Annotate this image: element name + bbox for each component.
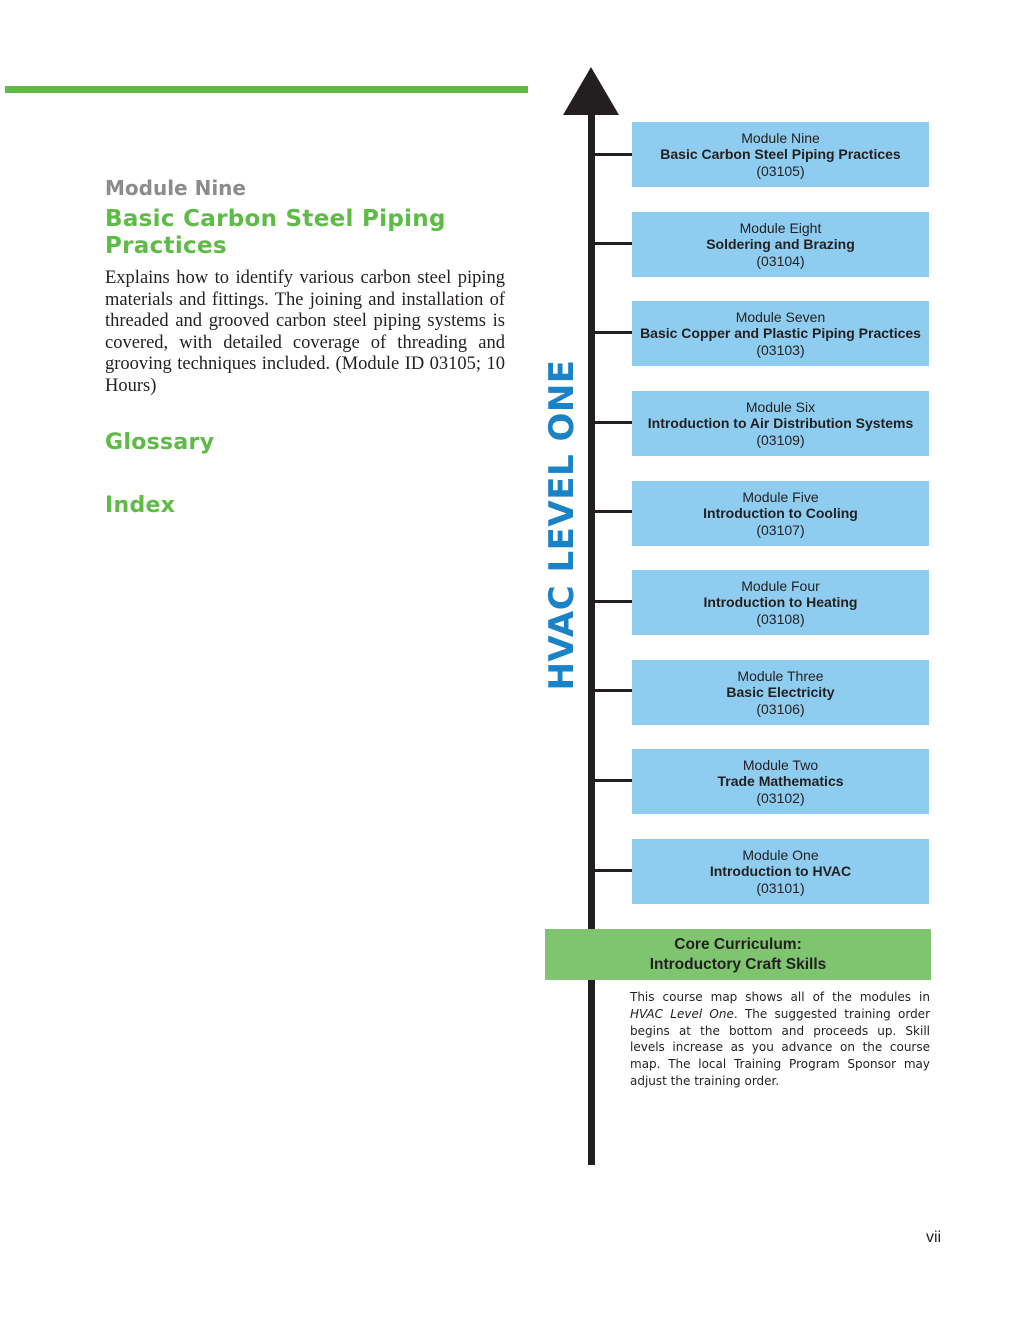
module-title: Basic Carbon Steel Piping Practices [105,206,446,259]
module-box-label: Module Four [741,577,820,594]
module-tick [595,331,632,334]
module-box-name: Basic Copper and Plastic Piping Practices [640,325,921,342]
index-heading: Index [105,493,176,518]
module-box-label: Module Nine [741,129,820,146]
module-box-label: Module Six [745,398,816,415]
module-tick [595,510,632,513]
module-tick [595,421,632,424]
core-curriculum-box [545,929,931,980]
module-box-label: Module Five [742,488,819,505]
top-rule [5,86,528,93]
module-tick [595,869,632,872]
course-map-axis [588,110,595,1165]
module-tick [595,242,632,245]
module-box-name: Trade Mathematics [717,773,844,790]
module-box-label: Module Two [742,756,819,773]
module-box-seven [632,301,929,366]
module-tick [595,153,632,156]
module-box-name: Soldering and Brazing [706,236,855,253]
core-curriculum-line1: Core Curriculum: [674,935,802,953]
module-box-four [632,570,929,635]
module-box-nine [632,122,929,187]
arrow-up-icon [563,67,619,115]
module-box-code: (03106) [756,700,805,717]
course-note-italic: HVAC Level One [630,1006,734,1021]
module-box-label: Module One [742,846,819,863]
module-box-label: Module Three [737,667,824,684]
module-box-name: Introduction to Cooling [703,505,858,522]
module-box-code: (03108) [756,610,805,627]
module-box-code: (03107) [756,521,805,538]
module-label: Module Nine [105,176,246,200]
module-box-code: (03104) [756,252,805,269]
module-box-name: Basic Carbon Steel Piping Practices [660,146,901,163]
module-box-code: (03102) [756,789,805,806]
module-box-one [632,839,929,904]
module-box-code: (03103) [756,341,805,358]
module-box-name: Introduction to Air Distribution Systems [647,415,914,432]
module-box-six [632,391,929,456]
level-title: HVAC LEVEL ONE [542,359,582,691]
module-box-code: (03109) [756,431,805,448]
module-box-two [632,749,929,814]
module-box-eight [632,212,929,277]
course-note-text-after: . The suggested training order begins at the bottom and proceeds up. Skill levels increase as you advance on the course map. The local Training Program Sponsor may adjust the training order. [630,1006,930,1088]
module-box-label: Module Eight [739,219,822,236]
module-box-five [632,481,929,546]
course-note-text-before: This course map shows all of the modules in [630,990,930,1004]
module-box-label: Module Seven [735,308,826,325]
module-summary [105,176,505,398]
core-curriculum-line2: Introductory Craft Skills [649,955,827,973]
module-description: Explains how to identify various carbon steel piping materials and fittings. The joining and installation of threaded and grooved carbon steel piping systems is covered, with detailed coverage of threading and grooving techniques included. (Module ID 03105; 10 Hours) [105,268,505,396]
module-box-code: (03101) [756,879,805,896]
module-box-name: Introduction to Heating [703,594,858,611]
module-box-name: Basic Electricity [726,684,835,701]
glossary-heading: Glossary [105,430,215,455]
course-map-note [630,989,930,1090]
module-tick [595,689,632,692]
page-number: vii [926,1229,942,1246]
module-box-code: (03105) [756,162,805,179]
module-box-name: Introduction to HVAC [709,863,852,880]
module-tick [595,779,632,782]
module-box-three [632,660,929,725]
module-tick [595,600,632,603]
